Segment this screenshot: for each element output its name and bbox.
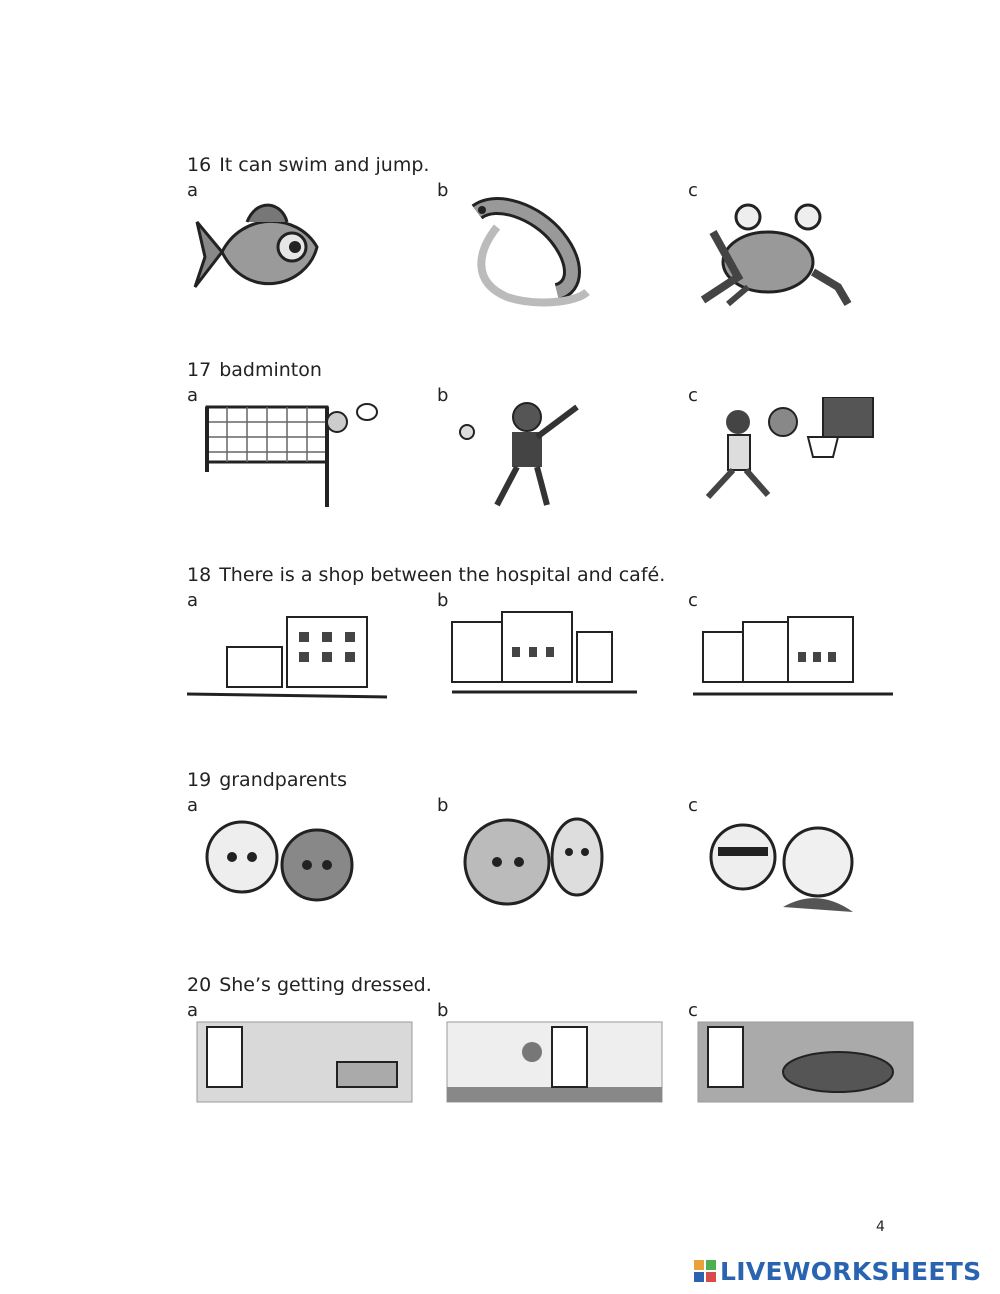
option-letter: c — [688, 1000, 698, 1021]
question-17 — [0, 359, 1000, 534]
question-number: 16 — [187, 154, 212, 176]
question-number: 18 — [187, 564, 212, 586]
question-number: 17 — [187, 359, 212, 381]
question-number: 20 — [187, 974, 212, 996]
street-picture-a[interactable] — [187, 602, 427, 722]
question-prompt — [187, 359, 322, 381]
question-text: badminton — [219, 359, 322, 381]
goldfish-picture[interactable] — [187, 192, 427, 312]
option-c[interactable] — [688, 795, 928, 935]
option-a[interactable] — [187, 385, 427, 525]
option-letter: b — [437, 795, 449, 816]
bedroom-picture-b[interactable] — [437, 1012, 677, 1132]
street-picture-b[interactable] — [437, 602, 677, 722]
option-letter: c — [688, 590, 698, 611]
option-c[interactable] — [688, 590, 928, 730]
option-letter: c — [688, 180, 698, 201]
liveworksheets-logo-icon — [694, 1260, 716, 1282]
option-letter: b — [437, 180, 449, 201]
option-b[interactable] — [437, 590, 677, 730]
option-letter: a — [187, 795, 199, 816]
option-a[interactable] — [187, 180, 427, 320]
option-a[interactable] — [187, 1000, 427, 1140]
question-16 — [0, 154, 1000, 329]
option-a[interactable] — [187, 795, 427, 935]
lizard-picture[interactable] — [437, 192, 677, 312]
option-b[interactable] — [437, 795, 677, 935]
question-20 — [0, 974, 1000, 1149]
option-letter: a — [187, 385, 199, 406]
question-prompt — [187, 154, 429, 176]
liveworksheets-logo — [694, 1256, 981, 1286]
question-text: grandparents — [219, 769, 347, 791]
option-b[interactable] — [437, 180, 677, 320]
question-18 — [0, 564, 1000, 739]
question-text: It can swim and jump. — [219, 154, 430, 176]
option-c[interactable] — [688, 1000, 928, 1140]
two-girls-picture[interactable] — [187, 807, 427, 927]
option-c[interactable] — [688, 385, 928, 525]
option-letter: b — [437, 1000, 449, 1021]
young-couple-picture[interactable] — [688, 807, 928, 927]
frog-picture[interactable] — [688, 192, 928, 312]
option-letter: c — [688, 385, 698, 406]
logo-text: LIVEWORKSHEETS — [720, 1256, 982, 1286]
question-19 — [0, 769, 1000, 944]
question-prompt — [187, 769, 347, 791]
option-letter: a — [187, 180, 199, 201]
bedroom-picture-a[interactable] — [187, 1012, 427, 1132]
bedroom-picture-c[interactable] — [688, 1012, 928, 1132]
option-letter: b — [437, 385, 449, 406]
option-c[interactable] — [688, 180, 928, 320]
question-text: She’s getting dressed. — [219, 974, 432, 996]
option-letter: a — [187, 1000, 199, 1021]
question-text: There is a shop between the hospital and café. — [219, 564, 666, 586]
option-letter: b — [437, 590, 449, 611]
page-number: 4 — [876, 1219, 885, 1235]
option-b[interactable] — [437, 385, 677, 525]
option-a[interactable] — [187, 590, 427, 730]
option-b[interactable] — [437, 1000, 677, 1140]
question-prompt — [187, 974, 432, 996]
badminton-picture[interactable] — [187, 397, 427, 517]
baseball-picture[interactable] — [437, 397, 677, 517]
street-picture-c[interactable] — [688, 602, 928, 722]
option-letter: c — [688, 795, 698, 816]
basketball-picture[interactable] — [688, 397, 928, 517]
question-number: 19 — [187, 769, 212, 791]
grandparents-picture[interactable] — [437, 807, 677, 927]
question-prompt — [187, 564, 665, 586]
option-letter: a — [187, 590, 199, 611]
